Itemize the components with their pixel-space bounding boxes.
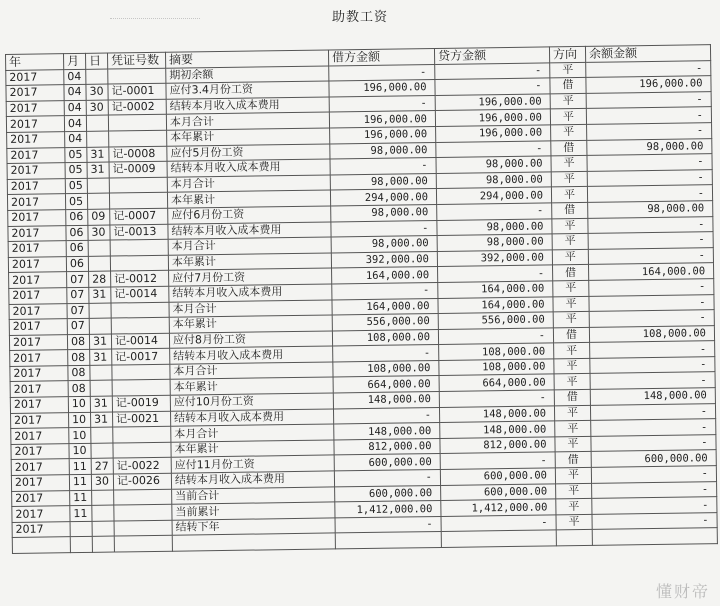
cell-day (91, 443, 113, 459)
cell-year: 2017 (10, 350, 68, 366)
cell-credit: 98,000.00 (436, 172, 551, 189)
cell-balance: 148,000.00 (590, 388, 715, 405)
cell-year: 2017 (7, 147, 65, 163)
cell-voucher: 记-0019 (112, 395, 170, 411)
cell-year: 2017 (11, 443, 69, 459)
cell-day (89, 318, 111, 334)
cell-direction: 平 (551, 156, 587, 172)
cell-year: 2017 (8, 256, 66, 272)
cell-credit: - (440, 452, 555, 469)
cell-month: 11 (70, 490, 92, 506)
cell-credit: 556,000.00 (438, 312, 553, 329)
cell-debit: 148,000.00 (334, 423, 440, 440)
cell-debit: 148,000.00 (333, 392, 439, 409)
cell-balance: 98,000.00 (587, 138, 712, 155)
cell-credit: 600,000.00 (441, 483, 556, 500)
cell-debit: - (335, 516, 441, 533)
cell-direction: 平 (556, 499, 592, 515)
cell-direction: 借 (554, 389, 590, 405)
cell-summary: 本月合计 (168, 237, 331, 255)
cell-balance: - (586, 91, 711, 108)
cell-balance: - (592, 481, 717, 498)
cell-day: 09 (88, 209, 110, 225)
cell-credit (441, 530, 556, 547)
cell-balance: - (592, 512, 717, 529)
cell-credit: 600,000.00 (440, 468, 555, 485)
cell-year: 2017 (10, 366, 68, 382)
cell-direction: 平 (556, 483, 592, 499)
cell-voucher (114, 504, 172, 520)
cell-balance: - (587, 123, 712, 140)
cell-month: 07 (67, 272, 89, 288)
cell-voucher (111, 302, 169, 318)
cell-balance: - (590, 403, 715, 420)
cell-direction: 平 (550, 62, 586, 78)
cell-day: 30 (86, 84, 108, 100)
cell-year: 2017 (9, 334, 67, 350)
cell-balance (592, 528, 717, 545)
cell-day (86, 69, 108, 85)
cell-direction: 平 (554, 358, 590, 374)
cell-voucher: 记-0009 (109, 161, 167, 177)
cell-day: 30 (88, 225, 110, 241)
cell-summary: 应付10月份工资 (170, 393, 333, 411)
cell-summary: 结转本月收入成本费用 (170, 346, 333, 364)
cell-direction: 平 (556, 514, 592, 530)
cell-voucher: 记-0014 (111, 286, 169, 302)
cell-voucher (114, 489, 172, 505)
cell-day (92, 521, 114, 537)
cell-balance: - (591, 434, 716, 451)
cell-direction: 借 (553, 327, 589, 343)
cell-year: 2017 (12, 521, 70, 537)
cell-month: 04 (64, 69, 86, 85)
cell-voucher (108, 68, 166, 84)
cell-credit: 196,000.00 (436, 125, 551, 142)
cell-balance: - (588, 232, 713, 249)
cell-debit: 1,412,000.00 (335, 501, 441, 518)
cell-voucher (113, 426, 171, 442)
cell-balance: - (588, 247, 713, 264)
cell-month: 06 (66, 256, 88, 272)
cell-credit: 392,000.00 (437, 250, 552, 267)
cell-summary: 本年累计 (167, 190, 330, 208)
cell-month: 06 (66, 225, 88, 241)
cell-day (92, 505, 114, 521)
cell-balance: - (592, 497, 717, 514)
cell-month: 10 (69, 428, 91, 444)
cell-month: 10 (68, 396, 90, 412)
cell-day (91, 427, 113, 443)
cell-balance: - (586, 107, 711, 124)
cell-direction: 平 (553, 311, 589, 327)
cell-credit: 98,000.00 (436, 156, 551, 173)
cell-debit: 164,000.00 (332, 298, 438, 315)
cell-voucher: 记-0012 (111, 271, 169, 287)
cell-summary (172, 533, 335, 551)
cell-month: 04 (64, 100, 86, 116)
cell-voucher (114, 536, 172, 552)
cell-voucher (109, 193, 167, 209)
cell-voucher (110, 239, 168, 255)
cell-debit: - (330, 158, 436, 175)
cell-direction: 平 (550, 109, 586, 125)
cell-month: 11 (70, 506, 92, 522)
cell-credit: - (435, 62, 550, 79)
cell-summary: 本年累计 (168, 253, 331, 271)
cell-balance: - (591, 466, 716, 483)
cell-debit: 108,000.00 (333, 360, 439, 377)
cell-balance: 196,000.00 (586, 76, 711, 93)
column-header-month: 月 (64, 53, 86, 69)
cell-voucher: 记-0022 (113, 458, 171, 474)
cell-summary: 本年累计 (167, 128, 330, 146)
cell-debit: 294,000.00 (330, 189, 436, 206)
cell-voucher: 记-0026 (113, 473, 171, 489)
cell-year: 2017 (11, 428, 69, 444)
cell-month: 05 (65, 194, 87, 210)
cell-direction: 平 (551, 124, 587, 140)
cell-year: 2017 (6, 69, 64, 85)
cell-summary: 当前累计 (172, 502, 335, 520)
cell-year: 2017 (6, 85, 64, 101)
cell-direction: 平 (551, 187, 587, 203)
cell-day: 31 (91, 412, 113, 428)
cell-debit: 812,000.00 (334, 438, 440, 455)
cell-credit: 164,000.00 (438, 296, 553, 313)
cell-day: 31 (90, 396, 112, 412)
column-header-year: 年 (6, 54, 64, 70)
cell-month: 05 (65, 147, 87, 163)
ledger-table (5, 44, 718, 554)
cell-balance: 98,000.00 (588, 201, 713, 218)
cell-month (70, 537, 92, 553)
cell-month: 07 (67, 287, 89, 303)
cell-month: 06 (66, 209, 88, 225)
cell-day: 31 (89, 334, 111, 350)
cell-year: 2017 (7, 132, 65, 148)
cell-debit: - (331, 220, 437, 237)
cell-credit: 148,000.00 (440, 421, 555, 438)
cell-direction (556, 530, 592, 546)
cell-balance: - (590, 341, 715, 358)
cell-balance: - (590, 372, 715, 389)
cell-balance: - (588, 216, 713, 233)
cell-balance: - (589, 310, 714, 327)
cell-month: 04 (64, 85, 86, 101)
cell-day: 30 (86, 100, 108, 116)
cell-voucher (114, 520, 172, 536)
cell-direction: 借 (551, 140, 587, 156)
cell-balance: - (589, 294, 714, 311)
cell-debit: 556,000.00 (332, 314, 438, 331)
cell-day (92, 490, 114, 506)
cell-credit: 108,000.00 (439, 343, 554, 360)
cell-year: 2017 (11, 412, 69, 428)
cell-credit: 196,000.00 (435, 109, 550, 126)
cell-summary: 本月合计 (167, 175, 330, 193)
cell-day (90, 381, 112, 397)
cell-year: 2017 (6, 100, 64, 116)
cell-summary: 结转本月收入成本费用 (167, 159, 330, 177)
cell-year: 2017 (8, 210, 66, 226)
cell-voucher (113, 442, 171, 458)
cell-credit: - (435, 78, 550, 95)
cell-debit: - (329, 64, 435, 81)
cell-credit: 812,000.00 (440, 437, 555, 454)
cell-debit: 98,000.00 (330, 142, 436, 159)
cell-year: 2017 (7, 178, 65, 194)
cell-year: 2017 (8, 241, 66, 257)
column-header-balance: 余额金额 (585, 45, 710, 62)
cell-credit: 98,000.00 (437, 234, 552, 251)
cell-day (87, 131, 109, 147)
cell-day (87, 178, 109, 194)
cell-credit: 148,000.00 (439, 406, 554, 423)
cell-credit: - (439, 390, 554, 407)
cell-summary: 结转本月收入成本费用 (166, 97, 329, 115)
cell-direction: 平 (555, 436, 591, 452)
cell-year: 2017 (11, 475, 69, 491)
cell-credit: 164,000.00 (438, 281, 553, 298)
column-header-summary: 摘要 (165, 50, 328, 68)
cell-debit: 600,000.00 (335, 485, 441, 502)
cell-year: 2017 (7, 163, 65, 179)
cell-debit: 98,000.00 (331, 236, 437, 253)
watermark-logo: 懂财帝 (655, 582, 710, 601)
cell-credit: 196,000.00 (435, 94, 550, 111)
cell-balance: - (590, 356, 715, 373)
cell-balance: - (586, 60, 711, 77)
cell-month: 04 (64, 116, 86, 132)
cell-month: 10 (69, 412, 91, 428)
cell-voucher: 记-0013 (110, 224, 168, 240)
cell-month: 08 (68, 350, 90, 366)
cell-voucher: 记-0017 (112, 349, 170, 365)
cell-voucher (109, 177, 167, 193)
cell-credit: 98,000.00 (437, 218, 552, 235)
cell-summary: 本月合计 (166, 112, 329, 130)
cell-month: 05 (65, 163, 87, 179)
cell-direction: 平 (551, 171, 587, 187)
cell-month: 08 (68, 381, 90, 397)
cell-year: 2017 (7, 194, 65, 210)
cell-direction: 借 (550, 78, 586, 94)
cell-month: 07 (67, 318, 89, 334)
cell-debit: - (333, 345, 439, 362)
cell-voucher: 记-0008 (109, 146, 167, 162)
cell-day: 27 (91, 458, 113, 474)
cell-year: 2017 (8, 225, 66, 241)
cell-summary: 本月合计 (171, 424, 334, 442)
cell-debit: 98,000.00 (331, 204, 437, 221)
cell-credit: 294,000.00 (436, 187, 551, 204)
cell-direction: 平 (552, 249, 588, 265)
cell-summary: 应付6月份工资 (168, 206, 331, 224)
cell-balance: 600,000.00 (591, 450, 716, 467)
cell-balance: 108,000.00 (589, 325, 714, 342)
cell-voucher (112, 380, 170, 396)
cell-day: 31 (90, 349, 112, 365)
cell-direction: 平 (554, 343, 590, 359)
column-header-debit: 借方金额 (328, 49, 434, 66)
cell-debit: 196,000.00 (329, 111, 435, 128)
cell-direction: 平 (552, 218, 588, 234)
column-header-day: 日 (85, 53, 107, 69)
cell-voucher (110, 255, 168, 271)
cell-year: 2017 (9, 272, 67, 288)
column-header-voucher: 凭证号数 (107, 52, 165, 68)
cell-month: 06 (66, 240, 88, 256)
cell-month (70, 521, 92, 537)
cell-credit: - (436, 140, 551, 157)
cell-year: 2017 (11, 459, 69, 475)
cell-year: 2017 (9, 319, 67, 335)
cell-direction: 借 (555, 452, 591, 468)
cell-day (90, 365, 112, 381)
cell-direction: 平 (553, 296, 589, 312)
cell-credit: - (438, 265, 553, 282)
cell-voucher: 记-0002 (108, 99, 166, 115)
cell-credit: - (437, 203, 552, 220)
cell-voucher: 记-0001 (108, 83, 166, 99)
cell-direction: 平 (553, 280, 589, 296)
cell-balance: - (587, 185, 712, 202)
cell-month: 10 (69, 443, 91, 459)
cell-credit: 664,000.00 (439, 374, 554, 391)
cell-debit: 108,000.00 (332, 329, 438, 346)
cell-month: 11 (69, 474, 91, 490)
cell-debit: - (329, 95, 435, 112)
cell-voucher: 记-0014 (111, 333, 169, 349)
cell-debit: 600,000.00 (334, 454, 440, 471)
cell-direction: 借 (553, 265, 589, 281)
cell-year (12, 537, 70, 553)
page-title: 助教工资 (331, 10, 388, 25)
column-header-credit: 贷方金额 (434, 47, 549, 64)
cell-debit: 98,000.00 (330, 173, 436, 190)
cell-debit: 196,000.00 (330, 126, 436, 143)
cell-balance: - (587, 169, 712, 186)
cell-voucher: 记-0007 (110, 208, 168, 224)
cell-summary: 结转下年 (172, 518, 335, 536)
cell-year: 2017 (6, 116, 64, 132)
cell-month: 07 (67, 303, 89, 319)
cell-voucher (112, 364, 170, 380)
cell-summary: 应付7月份工资 (169, 268, 332, 286)
cell-direction: 平 (555, 467, 591, 483)
cell-year: 2017 (10, 381, 68, 397)
cell-voucher (108, 115, 166, 131)
cell-summary: 当前合计 (172, 487, 335, 505)
cell-debit: 664,000.00 (333, 376, 439, 393)
cell-day (87, 193, 109, 209)
cell-day (88, 256, 110, 272)
cell-voucher (111, 317, 169, 333)
column-header-direction: 方向 (549, 46, 585, 62)
cell-balance: 164,000.00 (588, 263, 713, 280)
cell-summary: 本年累计 (170, 377, 333, 395)
cell-summary: 本月合计 (170, 362, 333, 380)
cell-summary: 本年累计 (169, 315, 332, 333)
cell-direction: 平 (552, 234, 588, 250)
cell-debit: - (333, 407, 439, 424)
cell-year: 2017 (12, 490, 70, 506)
ledger-sheet (5, 44, 718, 554)
cell-voucher (109, 130, 167, 146)
cell-summary: 应付5月份工资 (167, 144, 330, 162)
cell-summary: 应付11月份工资 (171, 455, 334, 473)
cell-month: 05 (65, 178, 87, 194)
cell-debit: 196,000.00 (329, 80, 435, 97)
cell-direction: 平 (554, 405, 590, 421)
cell-credit: 1,412,000.00 (441, 499, 556, 516)
cell-balance: - (591, 419, 716, 436)
cell-month: 08 (68, 365, 90, 381)
cell-day (89, 303, 111, 319)
cell-day (86, 115, 108, 131)
cell-debit: - (332, 282, 438, 299)
cell-debit (335, 532, 441, 549)
cell-summary: 本月合计 (169, 299, 332, 317)
cell-debit: - (334, 469, 440, 486)
cell-balance: - (587, 154, 712, 171)
cell-direction: 借 (552, 202, 588, 218)
cell-direction: 平 (555, 421, 591, 437)
cell-direction: 平 (554, 374, 590, 390)
cell-summary: 应付3.4月份工资 (166, 81, 329, 99)
cell-month: 11 (69, 459, 91, 475)
cell-summary: 结转本月收入成本费用 (170, 409, 333, 427)
cell-direction: 平 (550, 93, 586, 109)
cell-summary: 结转本月收入成本费用 (171, 471, 334, 489)
cell-summary: 应付8月份工资 (169, 331, 332, 349)
cell-summary: 结转本月收入成本费用 (168, 221, 331, 239)
cell-credit: - (441, 515, 556, 532)
cell-summary: 本年累计 (171, 440, 334, 458)
cell-balance: - (589, 279, 714, 296)
cell-month: 08 (67, 334, 89, 350)
scan-smudge (110, 18, 200, 27)
cell-voucher: 记-0021 (113, 411, 171, 427)
cell-debit: 164,000.00 (332, 267, 438, 284)
cell-credit: - (438, 328, 553, 345)
cell-day: 28 (89, 271, 111, 287)
cell-year: 2017 (12, 506, 70, 522)
cell-day (88, 240, 110, 256)
cell-year: 2017 (9, 288, 67, 304)
cell-debit: 392,000.00 (331, 251, 437, 268)
cell-summary: 期初余额 (166, 66, 329, 84)
cell-summary: 结转本月收入成本费用 (169, 284, 332, 302)
cell-day: 31 (89, 287, 111, 303)
cell-year: 2017 (9, 303, 67, 319)
cell-year: 2017 (10, 397, 68, 413)
cell-credit: 108,000.00 (439, 359, 554, 376)
cell-day (92, 536, 114, 552)
cell-day: 31 (87, 162, 109, 178)
cell-day: 30 (91, 474, 113, 490)
cell-day: 31 (87, 147, 109, 163)
cell-month: 04 (65, 131, 87, 147)
